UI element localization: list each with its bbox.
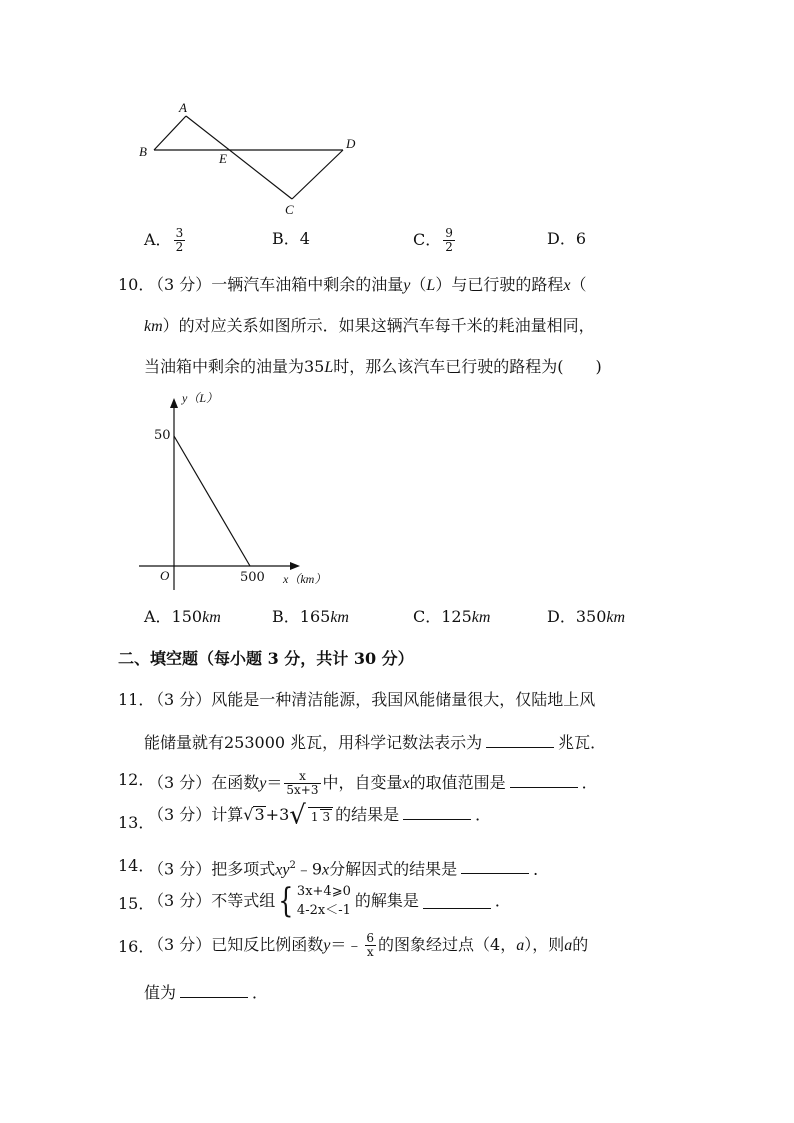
- q10-unit-l: L: [426, 277, 436, 294]
- q12-fraction: [284, 770, 320, 797]
- q12-frac-den: 5x+3: [286, 783, 319, 797]
- y-axis-label: y（L）: [182, 391, 219, 405]
- q16-line1: [148, 932, 588, 959]
- q16-d: 的: [572, 935, 589, 954]
- q10-line3-unit: L: [324, 359, 334, 376]
- q16-var-a2: a: [564, 937, 573, 954]
- q12-frac-num: x: [299, 769, 306, 783]
- q14-end: ．: [533, 859, 550, 879]
- q10-option-b-unit: km: [330, 609, 349, 626]
- q9-option-a-fraction: [174, 227, 186, 254]
- q10-line3-b: 时，那么该汽车已行驶的路程为( ): [333, 357, 602, 376]
- q12-var-x: x: [402, 775, 410, 792]
- q9-option-a-den: 2: [175, 240, 184, 254]
- q12-line: [148, 770, 598, 797]
- q13-end: ．: [475, 805, 492, 824]
- q13-answer-blank[interactable]: [403, 805, 471, 820]
- q10-line2: [144, 316, 595, 337]
- q16-frac-den: x: [366, 945, 374, 959]
- q10-line1-b: （: [410, 275, 427, 294]
- segment-cd: [292, 150, 343, 199]
- q12-end: ．: [581, 773, 598, 792]
- q10-line1-c: ）与已行驶的路程: [435, 275, 564, 294]
- q11-line1: （3 分）风能是一种清洁能源，我国风能储量很大，仅陆地上风: [148, 690, 596, 709]
- q10-line3-a: 当油箱中剩余的油量为35: [144, 357, 325, 376]
- q9-option-a[interactable]: [144, 227, 187, 254]
- q16-var-y: y: [323, 937, 331, 954]
- point-label-d: D: [346, 136, 356, 151]
- radical-sign-icon: √: [289, 800, 306, 831]
- q9-option-a-num: 3: [175, 226, 184, 240]
- q14-number: 14．: [118, 856, 155, 875]
- q16-frac-num: 6: [366, 931, 375, 945]
- q16-a: （3 分）已知反比例函数: [148, 935, 324, 954]
- q15-b: 的解集是: [354, 891, 419, 910]
- q12-number: 12．: [118, 770, 155, 789]
- q11-answer-blank[interactable]: [486, 733, 554, 748]
- q9-option-c-den: 2: [445, 240, 453, 254]
- q14-expr: xy: [275, 861, 290, 879]
- x-tick-label-500: 500: [240, 570, 265, 585]
- q13-frac-num: 1: [310, 810, 319, 824]
- q16-line2: [144, 983, 268, 1003]
- origin-label: O: [160, 568, 170, 583]
- q12-var-y: y: [259, 775, 267, 792]
- q10-option-a[interactable]: [144, 607, 221, 628]
- y-tick-label-50: 50: [154, 428, 171, 443]
- q14-b: 分解因式的结果是: [329, 859, 458, 879]
- y-axis-arrow: [170, 398, 178, 408]
- q9-option-b[interactable]: B．4: [272, 229, 310, 248]
- x-axis-label: x（km）: [283, 572, 327, 586]
- q10-option-d[interactable]: [547, 607, 625, 628]
- q10-line3: [144, 357, 602, 378]
- q16-answer-blank[interactable]: [180, 983, 248, 998]
- q15-number: 15．: [118, 894, 155, 913]
- x-axis-arrow: [290, 562, 300, 570]
- q14-minus: ﹣9: [295, 859, 323, 879]
- q10-option-d-unit: km: [606, 609, 626, 626]
- q16-b: 的图象经过点（4，: [378, 935, 517, 954]
- q15-end: ．: [494, 891, 511, 910]
- q10-line1: [148, 275, 586, 296]
- q10-option-a-text: A．150: [144, 607, 203, 626]
- q16-line2-text: 值为: [144, 983, 177, 1002]
- point-label-b: B: [139, 144, 147, 159]
- q15-ineq-1: 3x+4⩾0: [296, 884, 351, 899]
- series-line: [174, 436, 250, 566]
- q10-option-a-unit: km: [202, 609, 221, 626]
- q10-option-c[interactable]: [413, 607, 490, 628]
- q14-var-x: x: [322, 861, 330, 879]
- q16-end: ．: [252, 983, 269, 1002]
- q10-option-d-text: D．350: [547, 607, 607, 626]
- q16-var-a: a: [516, 937, 525, 954]
- segment-ab: [154, 116, 186, 150]
- q10-var-x: x: [563, 277, 571, 294]
- q14-line: [148, 856, 549, 880]
- q14-answer-blank[interactable]: [461, 859, 529, 874]
- q14-sup: 2: [289, 860, 296, 871]
- q12-eq: ＝: [266, 773, 283, 792]
- q14-a: （3 分）把多项式: [148, 859, 276, 879]
- q9-option-c[interactable]: [413, 227, 457, 254]
- q10-option-c-unit: km: [471, 609, 491, 626]
- q10-number: 10．: [118, 275, 155, 294]
- q12-b: 中，自变量: [322, 773, 403, 792]
- q10-line1-d: （: [570, 275, 587, 294]
- q10-option-c-text: C．125: [413, 607, 472, 626]
- q13-plus: +3: [265, 805, 290, 824]
- q9-option-d[interactable]: D．6: [547, 229, 587, 248]
- q10-line1-a: （3 分）一辆汽车油箱中剩余的油量: [148, 275, 404, 294]
- q13-b: 的结果是: [335, 805, 400, 824]
- section-heading: 二、填空题（每小题 3 分，共计 30 分）: [118, 649, 414, 668]
- q13-radicand-frac: [308, 807, 333, 824]
- q16-eq: ＝﹣: [330, 935, 363, 954]
- q10-line2-text: ）的对应关系如图所示．如果这辆汽车每千米的耗油量相同，: [162, 316, 595, 335]
- q15-ineq-2: 4-2x＜-1: [296, 903, 351, 918]
- q13-frac-den: 3: [322, 810, 331, 824]
- inequality-system: [297, 882, 351, 920]
- q16-number: 16．: [118, 937, 155, 956]
- segment-ac: [186, 116, 292, 199]
- q15-a: （3 分）不等式组: [148, 891, 276, 910]
- q10-option-b[interactable]: [272, 607, 349, 628]
- q12-c: 的取值范围是: [409, 773, 506, 792]
- q13-a: （3 分）计算: [148, 805, 244, 824]
- radical-sign-icon: √: [243, 805, 254, 824]
- q9-option-c-fraction: [443, 227, 455, 254]
- q9-option-c-prefix: C．: [413, 230, 442, 249]
- q10-var-y: y: [403, 277, 411, 294]
- q13-number: 13．: [118, 813, 155, 832]
- q16-fraction: [364, 932, 376, 959]
- q10-option-b-text: B．165: [272, 607, 331, 626]
- q12-answer-blank[interactable]: [510, 773, 578, 788]
- q16-c: ），则: [524, 935, 565, 954]
- point-label-e: E: [219, 151, 227, 166]
- q11-line2: [144, 733, 606, 753]
- q11-line2-b: 兆瓦．: [558, 733, 607, 752]
- triangle-figure: [0, 0, 794, 230]
- q15-line: [148, 882, 511, 920]
- q9-option-c-num: 9: [445, 226, 453, 240]
- q11-number: 11．: [118, 690, 155, 709]
- q15-answer-blank[interactable]: [423, 894, 491, 909]
- q13-line: [148, 800, 492, 831]
- q12-a: （3 分）在函数: [148, 773, 260, 792]
- left-brace-icon: {: [278, 881, 294, 921]
- q13-radicand-1: 3: [254, 805, 265, 824]
- q11-line2-a: 能储量就有253000 兆瓦，用科学记数法表示为: [144, 733, 483, 752]
- point-label-c: C: [285, 202, 294, 217]
- q10-unit-km: km: [144, 318, 163, 335]
- point-label-a: A: [179, 100, 187, 115]
- q9-option-a-prefix: A．: [144, 230, 172, 249]
